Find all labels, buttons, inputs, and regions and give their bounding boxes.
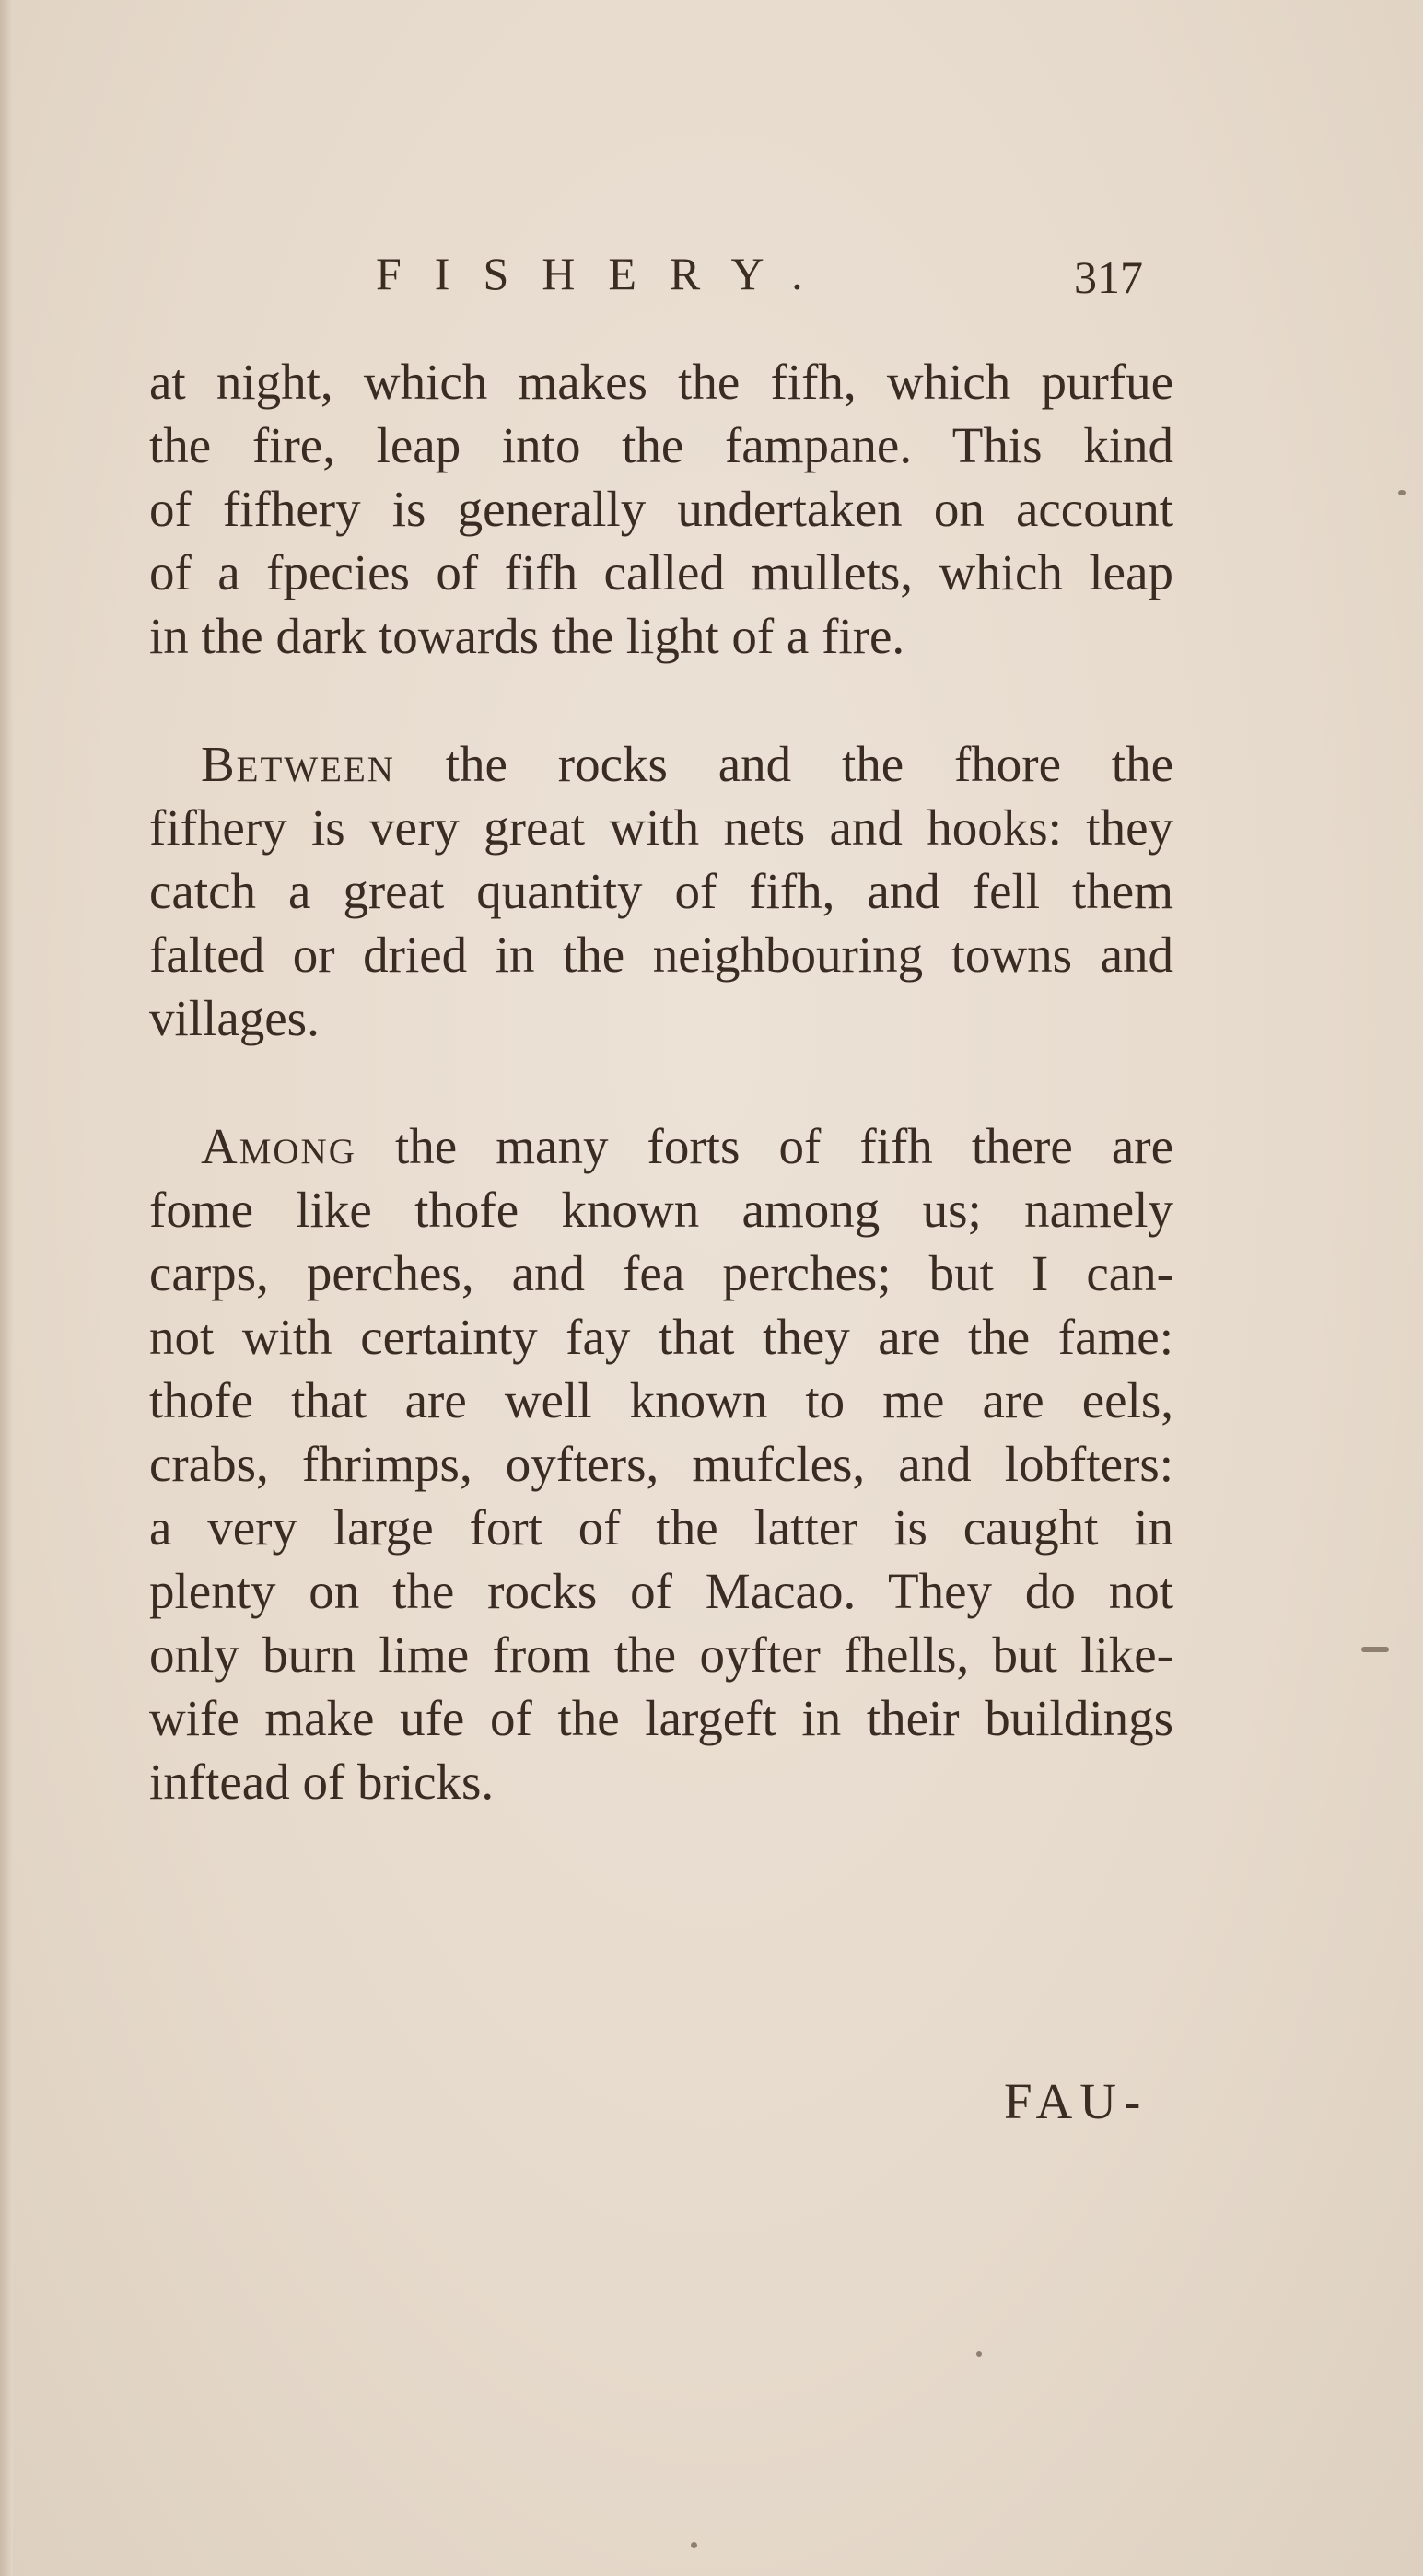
text-line: falted or dried in the neighbouring towns and — [149, 927, 1173, 983]
paper-speck — [976, 2351, 982, 2357]
text-line-rest: the many forts of fifh there are — [356, 1118, 1173, 1174]
text-line: a very large fort of the latter is caught in — [149, 1499, 1173, 1556]
paragraph-lead-word: Among — [201, 1118, 356, 1174]
text-line: of a fpecies of fifh called mullets, which leap — [149, 544, 1173, 600]
text-line: of fifhery is generally undertaken on account — [149, 481, 1173, 537]
text-line: not with certainty fay that they are the fame: — [149, 1309, 1173, 1365]
text-line: only burn lime from the oyfter fhells, but like- — [149, 1626, 1173, 1683]
catchword: FAU- — [1004, 2073, 1149, 2129]
text-line — [149, 1114, 1173, 1178]
text-line: catch a great quantity of fifh, and fell them — [149, 863, 1173, 919]
text-line: at night, which makes the fifh, which purfue — [149, 354, 1173, 410]
text-line: villages. — [149, 990, 320, 1046]
text-line — [149, 732, 1173, 796]
paragraph-lead-word: Between — [201, 736, 395, 792]
text-line: thofe that are well known to me are eels, — [149, 1372, 1173, 1428]
page-spine-edge — [0, 0, 13, 2576]
text-line: carps, perches, and fea perches; but I can- — [149, 1245, 1173, 1301]
paper-speck — [1361, 1647, 1389, 1652]
paragraph-2 — [149, 732, 1173, 1050]
paper-speck — [691, 2542, 697, 2548]
text-line: the fire, leap into the fampane. This kind — [149, 417, 1173, 473]
body-text — [149, 350, 1173, 1813]
paragraph-3 — [149, 1114, 1173, 1813]
text-line: fifhery is very great with nets and hooks: they — [149, 799, 1173, 856]
page-header — [0, 247, 1423, 321]
text-line: wife make ufe of the largeft in their buildings — [149, 1690, 1173, 1746]
page-number: 317 — [1074, 251, 1143, 303]
paragraph-1 — [149, 350, 1173, 668]
text-line: inftead of bricks. — [149, 1754, 495, 1810]
running-head: FISHERY. — [376, 248, 836, 299]
text-line: in the dark towards the light of a fire. — [149, 608, 905, 664]
paper-speck — [1398, 490, 1406, 495]
text-line-rest: the rocks and the fhore the — [394, 736, 1173, 792]
text-line: plenty on the rocks of Macao. They do not — [149, 1563, 1173, 1619]
text-line: fome like thofe known among us; namely — [149, 1182, 1173, 1238]
text-line: crabs, fhrimps, oyfters, mufcles, and lobfters: — [149, 1436, 1173, 1492]
